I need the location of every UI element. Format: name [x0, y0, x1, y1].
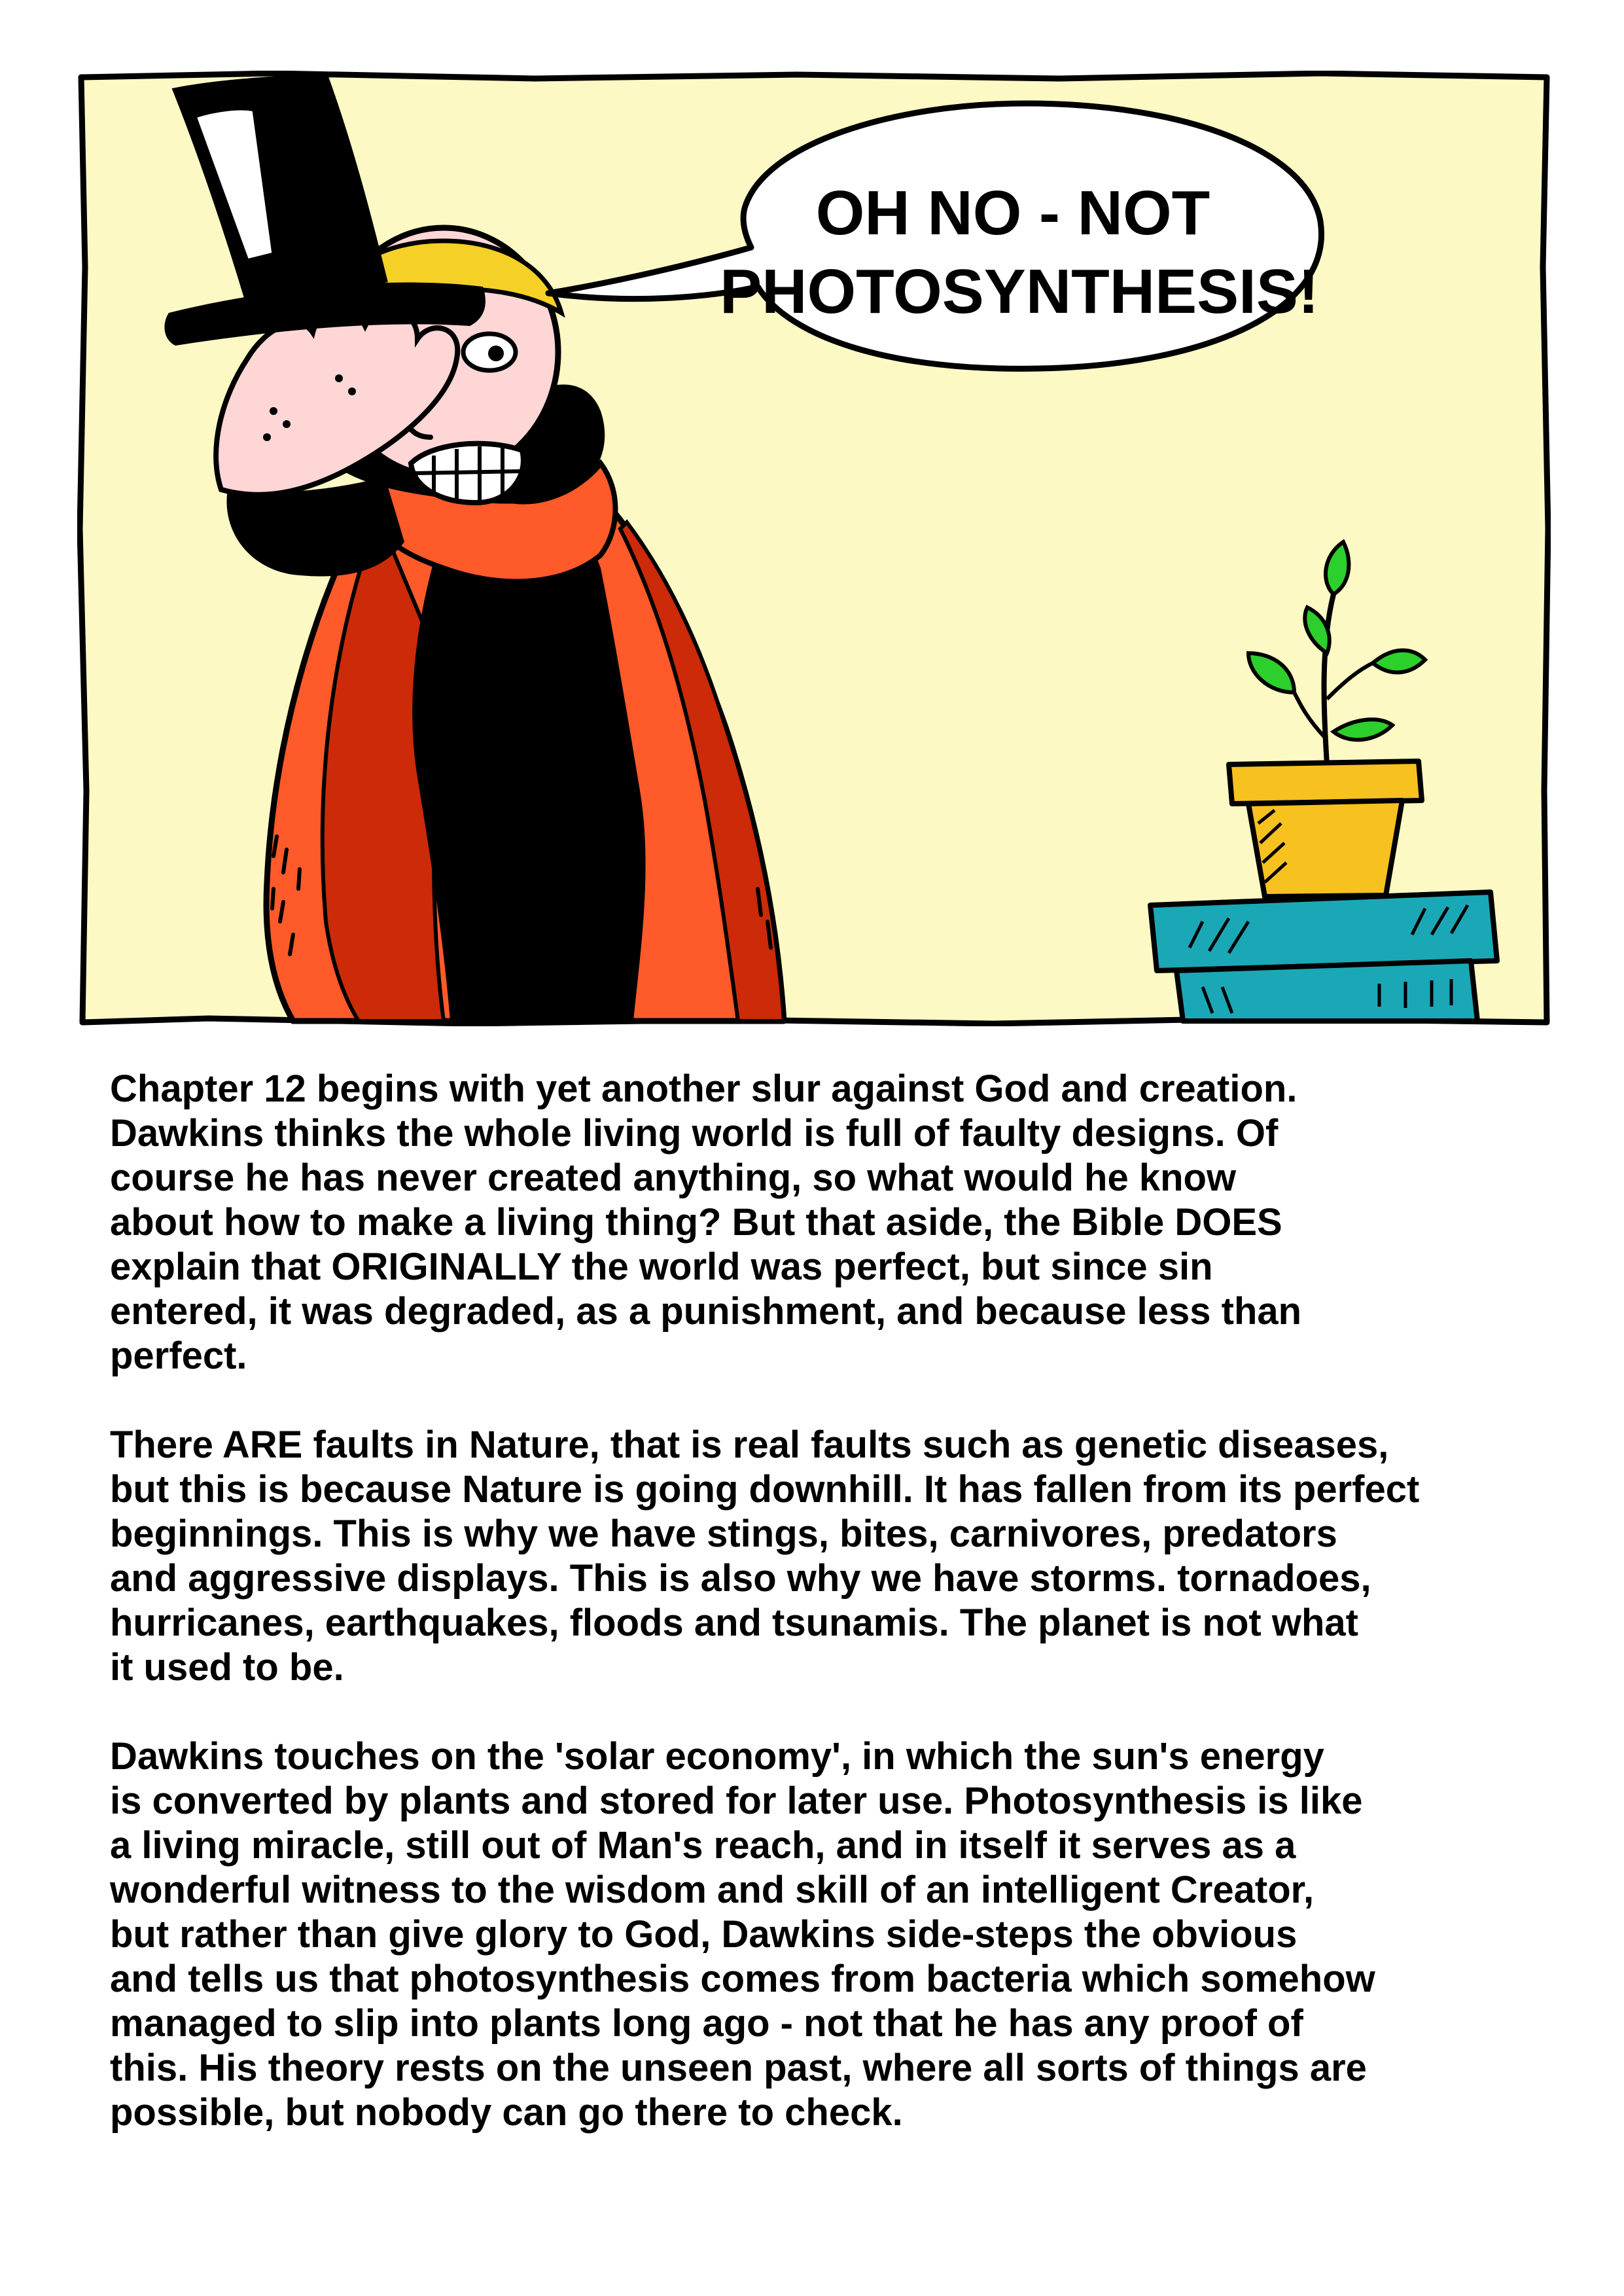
pot: [1248, 800, 1402, 897]
pot-rim: [1229, 761, 1422, 804]
cartoon-panel: [77, 71, 1551, 1026]
speech-text-line1: OH NO - NOT: [815, 178, 1210, 248]
paragraph-2: There ARE faults in Nature, that is real faults such as genetic diseases, but this is because Nature is going downhill. It has fallen from its perfect beginnings. This is why we have stings, bites, carnivores, predators and aggressive displays. This is also why we have storms. tornadoes, hurricanes, earthquakes, floods and tsunamis. The planet is not what it used to be.: [110, 1424, 1420, 1689]
paragraph-1: Chapter 12 begins with yet another slur against God and creation. Dawkins thinks the whole living world is full of faulty designs. Of course he has never created anything, so what would he know about how to make a living thing? But that aside, the Bible DOES explain that ORIGINALLY the world was perfect, but since sin entered, it was degraded, as a punishment, and because less than perfect.: [110, 1067, 1302, 1377]
paragraph-3: Dawkins touches on the 'solar economy', in which the sun's energy is converted by plants and stored for later use. Photosynthesis is like a living miracle, still out of Man's reach, and in itself it serves as a wonderful witness to the wisdom and skill of an intelligent Creator, but rather than give glory to God, Dawkins side-steps the obvious and tells us that photosynthesis comes from bacteria which somehow managed to slip into plants long ago - not that he has any proof of this. His theory rests on the unseen past, where all sorts of things are possible, but nobody can go there to check.: [110, 1735, 1375, 2134]
book-top: [1150, 892, 1497, 971]
cartoon-illustration: [77, 71, 1551, 1026]
article-text: [110, 1067, 1576, 2179]
speech-text-line2: PHOTOSYNTHESIS!: [720, 257, 1319, 327]
book-stack: [1150, 892, 1497, 1021]
